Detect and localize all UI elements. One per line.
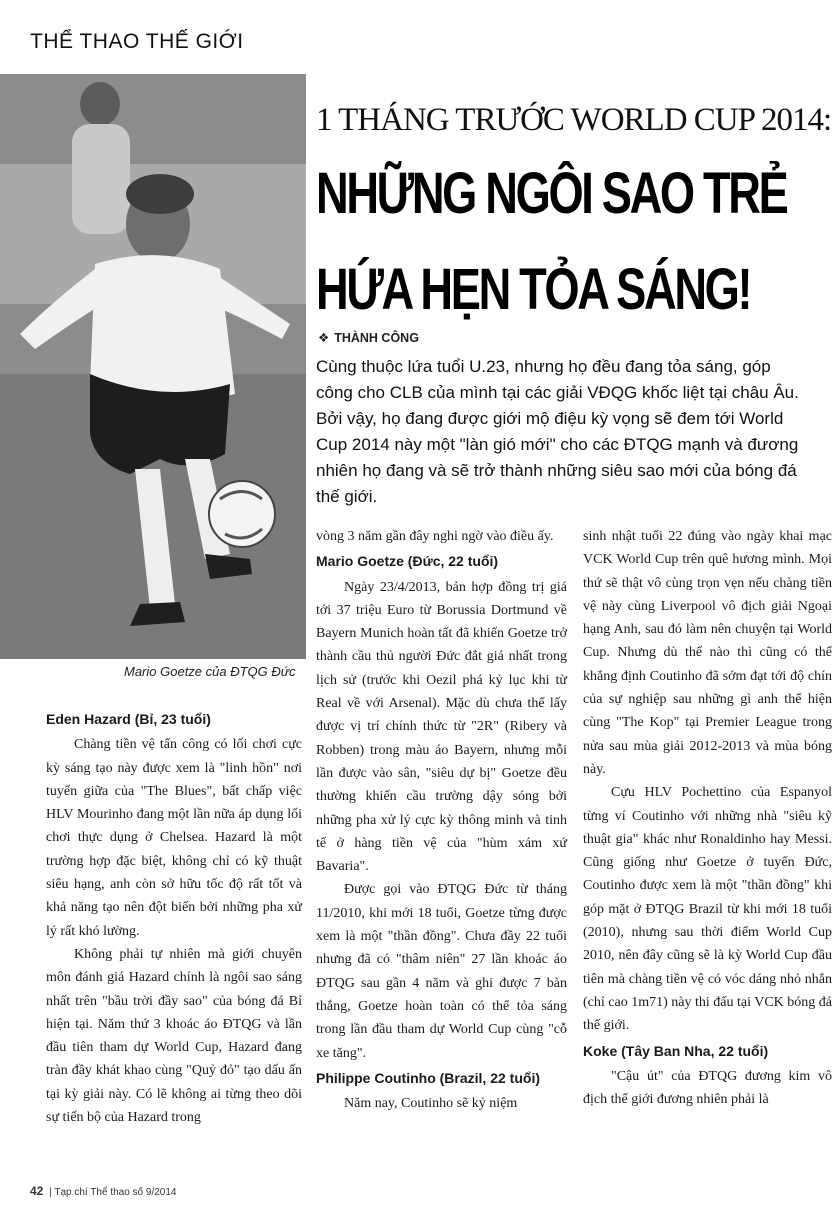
paragraph: Cựu HLV Pochettino của Espanyol từng ví Coutinho với những nhà "siêu kỹ thuật gia" khác như Ronaldinho hay Messi. Cũng giống như Goetze ở tuyển Đức, Coutinho được xem là một "thần đồng" khi góp mặt ở ĐTQG Brazil từ khi mới 18 tuổi (2010), nhưng sau thời điểm World Cup 2010, nên đây cũng sẽ là kỳ World Cup đầu tiên mà chàng tiền vệ có vóc dáng nhỏ nhắn (chỉ cao 1m71) này thi đấu tại VCK bóng đá thế giới. bbox=[583, 785, 832, 1034]
headline bbox=[316, 146, 786, 338]
player-photo-illustration bbox=[0, 74, 306, 659]
footer-separator: | bbox=[49, 1187, 52, 1198]
paragraph: "Cậu út" của ĐTQG đương kim vô địch thế giới đương nhiên phải là bbox=[583, 1068, 832, 1108]
article-column-3 bbox=[583, 525, 832, 1111]
author-byline bbox=[318, 330, 419, 345]
diamond-icon: ❖ bbox=[318, 331, 330, 345]
paragraph: Năm nay, Coutinho sẽ kỷ niệm bbox=[344, 1096, 518, 1112]
headline-line-1: NHỮNG NGÔI SAO TRẺ bbox=[316, 161, 787, 226]
subheading-hazard: Eden Hazard (Bỉ, 23 tuổi) bbox=[46, 711, 211, 727]
author-name: THÀNH CÔNG bbox=[334, 331, 419, 345]
photo-caption: Mario Goetze của ĐTQG Đức bbox=[124, 664, 296, 679]
page-footer bbox=[30, 1184, 176, 1198]
paragraph: Được gọi vào ĐTQG Đức từ tháng 11/2010, khi mới 18 tuổi, Goetze từng được xem là một "thần đồng". Chưa đầy 22 tuổi nhưng đã có "thâm niên" 27 lần khoác áo ĐTQG sau gần 4 năm và ghi được 7 bàn thắng, Goetze hoàn toàn có thể tỏa sáng trong lần đầu tham dự World Cup cùng "cỗ xe tăng". bbox=[316, 882, 567, 1061]
lead-paragraph: Cùng thuộc lứa tuổi U.23, nhưng họ đều đang tỏa sáng, góp công cho CLB của mình tại các giải VĐQG khốc liệt tại châu Âu. Bởi vậy, họ đang được giới mộ điệu kỳ vọng sẽ đem tới World Cup 2014 này một "làn gió mới" cho các ĐTQG mạnh và đương nhiên họ đang và sẽ trở thành những siêu sao mới của bóng đá thế giới. bbox=[316, 357, 799, 506]
paragraph: sinh nhật tuổi 22 đúng vào ngày khai mạc VCK World Cup trên quê hương mình. Mọi thứ sẽ thật vô cùng trọn vẹn nếu chàng tiền vệ này cùng Liverpool vô địch giải Ngoại hạng Anh, sau đó làm nên chuyện tại World Cup. Nhưng dù thế nào thì cũng có thể khẳng định Coutinho đã sớm đạt tới độ chín của sự nghiệp sau những gì anh thể hiện cùng "The Kop" tại Premier League trong nửa sau mùa giải 2012-2013 và mùa bóng này. bbox=[583, 529, 832, 777]
article-column-2 bbox=[316, 525, 567, 1115]
player-photo bbox=[0, 74, 306, 659]
paragraph: Ngày 23/4/2013, bản hợp đồng trị giá tới 37 triệu Euro từ Borussia Dortmund về Bayern Munich hoàn tất đã khiến Goetze trở thành cầu thủ người Đức đắt giá nhất trong lịch sử (trước khi Oezil phá kỷ lục khi từ Real về với Arsenal). Mặc dù chưa thể lấy được vị trí chính thức từ "2R" (Ribery và Robben) trong màu áo Bayern, nhưng mỗi lần được vào sân, "siêu dự bị" Goetze đều thường khiến cầu trường dậy sóng bởi những pha xử lý cực kỳ thông minh và tinh tế ở hàng tiền vệ của "hùm xám xứ Bavaria". bbox=[316, 579, 567, 875]
page-number: 42 bbox=[30, 1184, 44, 1198]
article-column-1 bbox=[46, 706, 302, 1129]
subheading-koke: Koke (Tây Ban Nha, 22 tuổi) bbox=[583, 1042, 769, 1059]
paragraph: Chàng tiền vệ tấn công có lối chơi cực kỳ sáng tạo này được xem là "linh hồn" nơi tuyến giữa của "The Blues", bất chấp việc HLV Mourinho đang một lần nữa áp dụng lối chơi thực dụng ở Chelsea. Hazard là một trường hợp đặc biệt, không chỉ có kỹ thuật siêu hạng, anh còn sở hữu tốc độ rất tốt và khả năng tạo nên đột biến bởi những pha xử lý rất khó lường. bbox=[46, 737, 302, 939]
kicker: 1 THÁNG TRƯỚC WORLD CUP 2014: bbox=[316, 102, 832, 138]
subheading-goetze: Mario Goetze (Đức, 22 tuổi) bbox=[316, 553, 499, 570]
publication-name: Tạp chí Thể thao số 9/2014 bbox=[54, 1187, 177, 1198]
paragraph: Không phải tự nhiên mà giới chuyên môn đánh giá Hazard chính là ngôi sao sáng nhất trên "bầu trời đầy sao" của bóng đá Bỉ hiện tại. Năm thứ 3 khoác áo ĐTQG và lần đầu tiên tham dự World Cup, Hazard đang tràn đầy khát khao cùng "Quỷ đỏ" tạo dấu ấn tại kỳ giải này. Có lẽ không ai từng theo dõi sự tiến bộ của Hazard trong bbox=[46, 946, 302, 1126]
paragraph: vòng 3 năm gần đây nghi ngờ vào điều ấy. bbox=[316, 529, 554, 544]
section-label: THỂ THAO THẾ GIỚI bbox=[30, 30, 244, 53]
headline-line-2: HỨA HẸN TỎA SÁNG! bbox=[316, 257, 751, 322]
subheading-coutinho: Philippe Coutinho (Brazil, 22 tuổi) bbox=[316, 1069, 540, 1086]
